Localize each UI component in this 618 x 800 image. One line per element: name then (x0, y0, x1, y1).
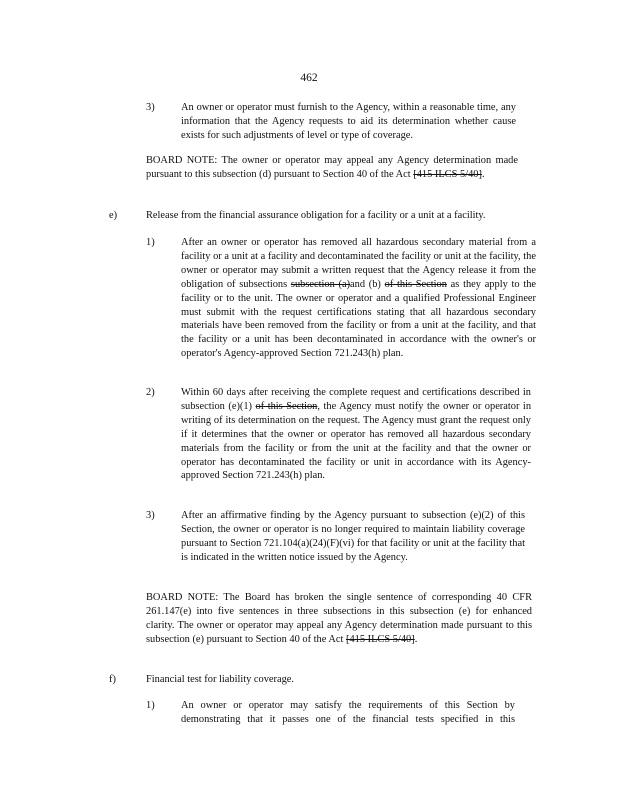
section-marker: e) (109, 210, 118, 221)
struck-text: of this Section (384, 278, 447, 290)
struck-text: subsection (a) (290, 278, 351, 290)
item-marker: 3) (146, 102, 155, 113)
item-marker: 1) (146, 700, 155, 711)
item-marker: 1) (146, 237, 155, 248)
section-heading: Financial test for liability coverage. (146, 674, 295, 685)
section-marker: f) (109, 674, 116, 685)
paragraph-f1: An owner or operator may satisfy the requirements of this Section by demonstrating that it passes one of the financial tests specified in this (181, 700, 515, 725)
section-heading: Release from the financial assurance obligation for a facility or a unit at a facility. (146, 210, 486, 221)
paragraph-e2: Within 60 days after receiving the complete request and certifications described in subsection (e)(1) of this Section, the Agency must notify the owner or operator in writing of its determination on the request. The Agency must grant the request only if it determines that the owner or operator has removed all hazardous secondary materials from the facility or from the unit at the facility and that the owner or operator has decontaminated the facility or unit in accordance with its Agency-approved Section 721.243(h) plan. (181, 387, 532, 482)
board-note: BOARD NOTE: The owner or operator may appeal any Agency determination made pursuant to this subsection (d) pursuant to Section 40 of the Act [415 ILCS 5/40]. (146, 155, 518, 180)
paragraph-item-3: An owner or operator must furnish to the Agency, within a reasonable time, any information that the Agency requests to aid its determination whether cause exists for such adjustments of level or type of coverage. (181, 102, 516, 141)
struck-text: of this Section (255, 400, 318, 412)
page-number: 462 (300, 72, 318, 84)
paragraph-e1: After an owner or operator has removed all hazardous secondary material from a facility or a unit at a facility and decontaminated the facility or unit at the facility, the owner or operator may submit a written request that the Agency release it from the obligation of subsections subsection (a)and (b) of this Section as they apply to the facility or to the unit. The owner or operator and a qualified Professional Engineer must submit with the request certifications stating that all hazardous secondary materials have been removed from the facility or from a unit at the facility, and that the facility or a unit has been decontaminated in accordance with the owner's or operator's Agency-approved Section 721.243(h) plan. (181, 237, 537, 360)
struck-text: [415 ILCS 5/40] (345, 633, 415, 645)
item-marker: 3) (146, 510, 155, 521)
paragraph-e3: After an affirmative finding by the Agency pursuant to subsection (e)(2) of this Section, the owner or operator is no longer required to maintain liability coverage pursuant to Section 721.104(a)(24)(F)(vi) for that facility or unit at the facility that is indicated in the written notice issued by the Agency. (181, 510, 525, 563)
item-marker: 2) (146, 387, 155, 398)
board-note: BOARD NOTE: The Board has broken the single sentence of corresponding 40 CFR 261.147(e) into five sentences in three subsections in this subsection (e) for enhanced clarity. The owner or operator may appeal any Agency determination made pursuant to this subsection (e) pursuant to Section 40 of the Act [415 ILCS 5/40]. (146, 592, 532, 645)
struck-text: [415 ILCS 5/40] (413, 168, 482, 180)
